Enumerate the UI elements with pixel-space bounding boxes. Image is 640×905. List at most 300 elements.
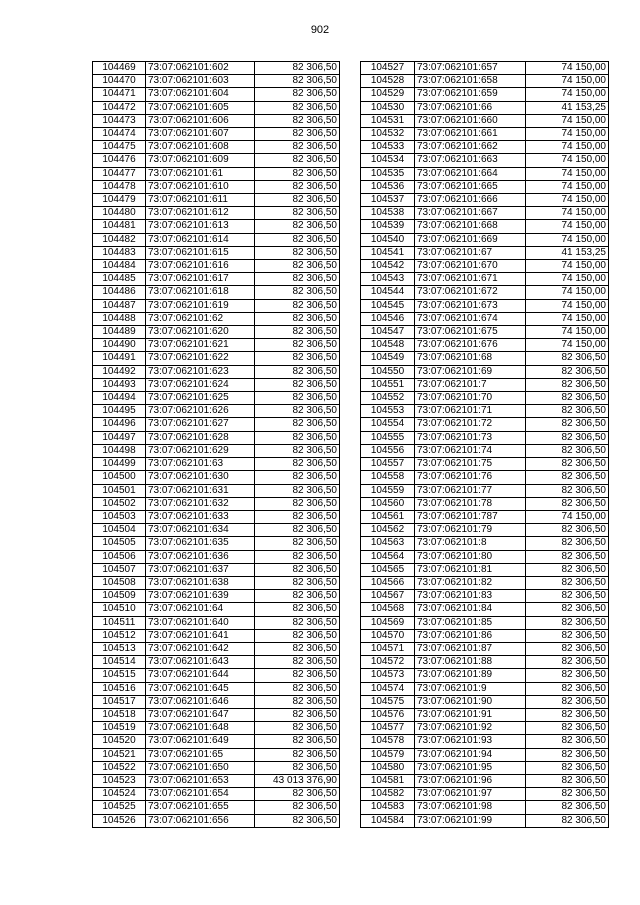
value-cell: 82 306,50	[255, 233, 340, 246]
cadastral-number-cell: 73:07:062101:787	[415, 510, 526, 523]
table-row	[93, 603, 340, 616]
value-cell: 82 306,50	[255, 722, 340, 735]
row-id-cell: 104531	[361, 114, 415, 127]
cadastral-number-cell: 73:07:062101:67	[415, 246, 526, 259]
row-id-cell: 104578	[361, 735, 415, 748]
cadastral-number-cell: 73:07:062101:627	[146, 418, 255, 431]
value-cell: 82 306,50	[255, 273, 340, 286]
table-row	[93, 141, 340, 154]
table-row	[93, 590, 340, 603]
table-row	[361, 735, 609, 748]
row-id-cell: 104583	[361, 801, 415, 814]
cadastral-number-cell: 73:07:062101:676	[415, 339, 526, 352]
cadastral-number-cell: 73:07:062101:81	[415, 563, 526, 576]
table-row	[361, 392, 609, 405]
table-row	[93, 629, 340, 642]
value-cell: 82 306,50	[255, 405, 340, 418]
value-cell: 82 306,50	[255, 735, 340, 748]
value-cell: 82 306,50	[255, 180, 340, 193]
table-row	[361, 642, 609, 655]
table-row	[361, 484, 609, 497]
cadastral-number-cell: 73:07:062101:86	[415, 629, 526, 642]
row-id-cell: 104482	[93, 233, 146, 246]
value-cell: 82 306,50	[255, 220, 340, 233]
value-cell: 82 306,50	[255, 246, 340, 259]
row-id-cell: 104486	[93, 286, 146, 299]
value-cell: 82 306,50	[255, 761, 340, 774]
row-id-cell: 104548	[361, 339, 415, 352]
table-row	[93, 246, 340, 259]
table-row	[93, 814, 340, 827]
cadastral-number-cell: 73:07:062101:617	[146, 273, 255, 286]
row-id-cell: 104534	[361, 154, 415, 167]
table-row	[361, 326, 609, 339]
row-id-cell: 104574	[361, 682, 415, 695]
value-cell: 82 306,50	[526, 458, 609, 471]
row-id-cell: 104475	[93, 141, 146, 154]
value-cell: 82 306,50	[526, 629, 609, 642]
row-id-cell: 104580	[361, 761, 415, 774]
row-id-cell: 104532	[361, 128, 415, 141]
cadastral-number-cell: 73:07:062101:602	[146, 62, 255, 75]
table-row	[361, 497, 609, 510]
cadastral-number-cell: 73:07:062101:89	[415, 669, 526, 682]
cadastral-number-cell: 73:07:062101:640	[146, 616, 255, 629]
row-id-cell: 104582	[361, 788, 415, 801]
table-row	[93, 128, 340, 141]
table-row	[361, 444, 609, 457]
table-row	[361, 273, 609, 286]
cadastral-number-cell: 73:07:062101:62	[146, 312, 255, 325]
cadastral-number-cell: 73:07:062101:647	[146, 708, 255, 721]
row-id-cell: 104521	[93, 748, 146, 761]
row-id-cell: 104469	[93, 62, 146, 75]
cadastral-number-cell: 73:07:062101:72	[415, 418, 526, 431]
cadastral-number-cell: 73:07:062101:631	[146, 484, 255, 497]
row-id-cell: 104542	[361, 260, 415, 273]
table-row	[93, 365, 340, 378]
value-cell: 82 306,50	[255, 682, 340, 695]
value-cell: 82 306,50	[255, 75, 340, 88]
row-id-cell: 104474	[93, 128, 146, 141]
table-row	[93, 471, 340, 484]
table-row	[93, 458, 340, 471]
table-row	[361, 114, 609, 127]
cadastral-number-cell: 73:07:062101:643	[146, 656, 255, 669]
row-id-cell: 104502	[93, 497, 146, 510]
cadastral-number-cell: 73:07:062101:65	[146, 748, 255, 761]
row-id-cell: 104568	[361, 603, 415, 616]
row-id-cell: 104501	[93, 484, 146, 497]
table-row	[361, 286, 609, 299]
cadastral-number-cell: 73:07:062101:645	[146, 682, 255, 695]
row-id-cell: 104543	[361, 273, 415, 286]
table-row	[93, 550, 340, 563]
row-id-cell: 104516	[93, 682, 146, 695]
table-row	[361, 233, 609, 246]
cadastral-number-cell: 73:07:062101:92	[415, 722, 526, 735]
row-id-cell: 104509	[93, 590, 146, 603]
row-id-cell: 104569	[361, 616, 415, 629]
row-id-cell: 104480	[93, 207, 146, 220]
table-row	[361, 629, 609, 642]
cadastral-number-cell: 73:07:062101:636	[146, 550, 255, 563]
value-cell: 74 150,00	[526, 220, 609, 233]
row-id-cell: 104511	[93, 616, 146, 629]
value-cell: 74 150,00	[526, 233, 609, 246]
row-id-cell: 104584	[361, 814, 415, 827]
row-id-cell: 104541	[361, 246, 415, 259]
cadastral-number-cell: 73:07:062101:657	[415, 62, 526, 75]
table-row	[93, 392, 340, 405]
cadastral-number-cell: 73:07:062101:78	[415, 497, 526, 510]
cadastral-number-cell: 73:07:062101:88	[415, 656, 526, 669]
cadastral-number-cell: 73:07:062101:604	[146, 88, 255, 101]
cadastral-number-cell: 73:07:062101:629	[146, 444, 255, 457]
value-cell: 82 306,50	[526, 748, 609, 761]
cadastral-number-cell: 73:07:062101:79	[415, 524, 526, 537]
row-id-cell: 104560	[361, 497, 415, 510]
table-row	[361, 669, 609, 682]
row-id-cell: 104562	[361, 524, 415, 537]
row-id-cell: 104553	[361, 405, 415, 418]
value-cell: 82 306,50	[255, 128, 340, 141]
table-row	[93, 62, 340, 75]
cadastral-number-cell: 73:07:062101:94	[415, 748, 526, 761]
table-row	[93, 642, 340, 655]
table-row	[93, 326, 340, 339]
table-row	[361, 365, 609, 378]
value-cell: 74 150,00	[526, 88, 609, 101]
value-cell: 82 306,50	[526, 471, 609, 484]
cadastral-number-cell: 73:07:062101:603	[146, 75, 255, 88]
cadastral-number-cell: 73:07:062101:633	[146, 510, 255, 523]
table-row	[361, 378, 609, 391]
cadastral-number-cell: 73:07:062101:628	[146, 431, 255, 444]
page-number: 902	[310, 24, 330, 36]
table-row	[93, 576, 340, 589]
cadastral-number-cell: 73:07:062101:664	[415, 167, 526, 180]
cadastral-number-cell: 73:07:062101:63	[146, 458, 255, 471]
table-row	[361, 207, 609, 220]
row-id-cell: 104500	[93, 471, 146, 484]
right-data-table	[360, 61, 609, 828]
cadastral-number-cell: 73:07:062101:609	[146, 154, 255, 167]
cadastral-number-cell: 73:07:062101:9	[415, 682, 526, 695]
value-cell: 74 150,00	[526, 207, 609, 220]
table-row	[93, 722, 340, 735]
cadastral-number-cell: 73:07:062101:653	[146, 774, 255, 787]
value-cell: 74 150,00	[526, 194, 609, 207]
row-id-cell: 104507	[93, 563, 146, 576]
table-row	[93, 312, 340, 325]
row-id-cell: 104573	[361, 669, 415, 682]
value-cell: 82 306,50	[255, 260, 340, 273]
row-id-cell: 104477	[93, 167, 146, 180]
table-row	[361, 616, 609, 629]
table-row	[361, 814, 609, 827]
table-row	[361, 167, 609, 180]
table-row	[361, 682, 609, 695]
row-id-cell: 104522	[93, 761, 146, 774]
cadastral-number-cell: 73:07:062101:613	[146, 220, 255, 233]
value-cell: 82 306,50	[255, 708, 340, 721]
table-row	[361, 656, 609, 669]
row-id-cell: 104512	[93, 629, 146, 642]
row-id-cell: 104558	[361, 471, 415, 484]
row-id-cell: 104544	[361, 286, 415, 299]
table-row	[93, 418, 340, 431]
table-row	[93, 339, 340, 352]
value-cell: 82 306,50	[255, 365, 340, 378]
left-data-table	[92, 61, 340, 828]
row-id-cell: 104495	[93, 405, 146, 418]
table-row	[93, 260, 340, 273]
table-row	[361, 299, 609, 312]
table-row	[93, 669, 340, 682]
table-row	[361, 62, 609, 75]
cadastral-number-cell: 73:07:062101:97	[415, 788, 526, 801]
cadastral-number-cell: 73:07:062101:654	[146, 788, 255, 801]
cadastral-number-cell: 73:07:062101:615	[146, 246, 255, 259]
row-id-cell: 104547	[361, 326, 415, 339]
cadastral-number-cell: 73:07:062101:84	[415, 603, 526, 616]
row-id-cell: 104498	[93, 444, 146, 457]
table-row	[361, 260, 609, 273]
table-row	[361, 246, 609, 259]
cadastral-number-cell: 73:07:062101:99	[415, 814, 526, 827]
table-row	[361, 339, 609, 352]
table-row	[93, 154, 340, 167]
value-cell: 82 306,50	[526, 405, 609, 418]
cadastral-number-cell: 73:07:062101:95	[415, 761, 526, 774]
cadastral-number-cell: 73:07:062101:85	[415, 616, 526, 629]
value-cell: 82 306,50	[255, 695, 340, 708]
table-row	[361, 550, 609, 563]
value-cell: 74 150,00	[526, 154, 609, 167]
value-cell: 82 306,50	[255, 656, 340, 669]
table-row	[93, 405, 340, 418]
row-id-cell: 104504	[93, 524, 146, 537]
table-row	[361, 524, 609, 537]
row-id-cell: 104559	[361, 484, 415, 497]
row-id-cell: 104478	[93, 180, 146, 193]
value-cell: 82 306,50	[255, 444, 340, 457]
table-row	[361, 471, 609, 484]
cadastral-number-cell: 73:07:062101:618	[146, 286, 255, 299]
value-cell: 82 306,50	[526, 537, 609, 550]
row-id-cell: 104505	[93, 537, 146, 550]
value-cell: 82 306,50	[255, 326, 340, 339]
table-row	[361, 88, 609, 101]
cadastral-number-cell: 73:07:062101:80	[415, 550, 526, 563]
table-row	[93, 233, 340, 246]
value-cell: 82 306,50	[255, 484, 340, 497]
table-row	[93, 682, 340, 695]
cadastral-number-cell: 73:07:062101:90	[415, 695, 526, 708]
row-id-cell: 104497	[93, 431, 146, 444]
cadastral-number-cell: 73:07:062101:661	[415, 128, 526, 141]
cadastral-number-cell: 73:07:062101:666	[415, 194, 526, 207]
row-id-cell: 104496	[93, 418, 146, 431]
row-id-cell: 104581	[361, 774, 415, 787]
row-id-cell: 104566	[361, 576, 415, 589]
value-cell: 82 306,50	[255, 299, 340, 312]
cadastral-number-cell: 73:07:062101:668	[415, 220, 526, 233]
table-row	[93, 524, 340, 537]
row-id-cell: 104510	[93, 603, 146, 616]
cadastral-number-cell: 73:07:062101:619	[146, 299, 255, 312]
row-id-cell: 104555	[361, 431, 415, 444]
cadastral-number-cell: 73:07:062101:672	[415, 286, 526, 299]
cadastral-number-cell: 73:07:062101:644	[146, 669, 255, 682]
row-id-cell: 104523	[93, 774, 146, 787]
cadastral-number-cell: 73:07:062101:638	[146, 576, 255, 589]
cadastral-number-cell: 73:07:062101:70	[415, 392, 526, 405]
value-cell: 82 306,50	[255, 788, 340, 801]
row-id-cell: 104546	[361, 312, 415, 325]
value-cell: 74 150,00	[526, 286, 609, 299]
value-cell: 82 306,50	[255, 801, 340, 814]
value-cell: 82 306,50	[255, 431, 340, 444]
value-cell: 82 306,50	[255, 167, 340, 180]
table-row	[361, 180, 609, 193]
cadastral-number-cell: 73:07:062101:612	[146, 207, 255, 220]
value-cell: 82 306,50	[526, 563, 609, 576]
value-cell: 82 306,50	[255, 392, 340, 405]
value-cell: 82 306,50	[526, 576, 609, 589]
row-id-cell: 104572	[361, 656, 415, 669]
value-cell: 41 153,25	[526, 246, 609, 259]
row-id-cell: 104492	[93, 365, 146, 378]
row-id-cell: 104576	[361, 708, 415, 721]
value-cell: 82 306,50	[255, 114, 340, 127]
value-cell: 82 306,50	[526, 378, 609, 391]
value-cell: 82 306,50	[255, 207, 340, 220]
row-id-cell: 104527	[361, 62, 415, 75]
cadastral-number-cell: 73:07:062101:658	[415, 75, 526, 88]
table-row	[361, 590, 609, 603]
cadastral-number-cell: 73:07:062101:623	[146, 365, 255, 378]
table-row	[361, 75, 609, 88]
table-row	[361, 708, 609, 721]
value-cell: 82 306,50	[255, 62, 340, 75]
table-row	[361, 788, 609, 801]
row-id-cell: 104554	[361, 418, 415, 431]
value-cell: 82 306,50	[526, 801, 609, 814]
cadastral-number-cell: 73:07:062101:675	[415, 326, 526, 339]
value-cell: 82 306,50	[526, 788, 609, 801]
cadastral-number-cell: 73:07:062101:646	[146, 695, 255, 708]
value-cell: 82 306,50	[526, 352, 609, 365]
value-cell: 74 150,00	[526, 312, 609, 325]
value-cell: 82 306,50	[526, 365, 609, 378]
table-row	[93, 352, 340, 365]
table-row	[361, 128, 609, 141]
cadastral-number-cell: 73:07:062101:624	[146, 378, 255, 391]
value-cell: 74 150,00	[526, 326, 609, 339]
row-id-cell: 104471	[93, 88, 146, 101]
value-cell: 82 306,50	[255, 576, 340, 589]
row-id-cell: 104571	[361, 642, 415, 655]
row-id-cell: 104483	[93, 246, 146, 259]
cadastral-number-cell: 73:07:062101:669	[415, 233, 526, 246]
row-id-cell: 104508	[93, 576, 146, 589]
cadastral-number-cell: 73:07:062101:641	[146, 629, 255, 642]
value-cell: 82 306,50	[255, 537, 340, 550]
table-row	[361, 748, 609, 761]
cadastral-number-cell: 73:07:062101:648	[146, 722, 255, 735]
table-row	[361, 774, 609, 787]
row-id-cell: 104518	[93, 708, 146, 721]
value-cell: 82 306,50	[255, 141, 340, 154]
table-row	[361, 603, 609, 616]
value-cell: 82 306,50	[255, 88, 340, 101]
table-row	[93, 735, 340, 748]
cadastral-number-cell: 73:07:062101:75	[415, 458, 526, 471]
table-row	[93, 431, 340, 444]
table-row	[93, 537, 340, 550]
row-id-cell: 104473	[93, 114, 146, 127]
row-id-cell: 104567	[361, 590, 415, 603]
row-id-cell: 104525	[93, 801, 146, 814]
row-id-cell: 104535	[361, 167, 415, 180]
table-row	[361, 154, 609, 167]
cadastral-number-cell: 73:07:062101:662	[415, 141, 526, 154]
row-id-cell: 104513	[93, 642, 146, 655]
row-id-cell: 104545	[361, 299, 415, 312]
table-row	[93, 220, 340, 233]
value-cell: 82 306,50	[526, 814, 609, 827]
cadastral-number-cell: 73:07:062101:82	[415, 576, 526, 589]
value-cell: 82 306,50	[255, 194, 340, 207]
cadastral-number-cell: 73:07:062101:637	[146, 563, 255, 576]
row-id-cell: 104540	[361, 233, 415, 246]
row-id-cell: 104556	[361, 444, 415, 457]
table-row	[93, 774, 340, 787]
value-cell: 82 306,50	[526, 616, 609, 629]
table-row	[93, 286, 340, 299]
row-id-cell: 104484	[93, 260, 146, 273]
cadastral-number-cell: 73:07:062101:8	[415, 537, 526, 550]
row-id-cell: 104485	[93, 273, 146, 286]
cadastral-number-cell: 73:07:062101:91	[415, 708, 526, 721]
table-row	[93, 207, 340, 220]
table-row	[361, 761, 609, 774]
value-cell: 82 306,50	[255, 154, 340, 167]
value-cell: 74 150,00	[526, 260, 609, 273]
row-id-cell: 104579	[361, 748, 415, 761]
table-row	[361, 431, 609, 444]
cadastral-number-cell: 73:07:062101:621	[146, 339, 255, 352]
table-row	[93, 194, 340, 207]
cadastral-number-cell: 73:07:062101:673	[415, 299, 526, 312]
table-row	[93, 695, 340, 708]
table-row	[361, 220, 609, 233]
cadastral-number-cell: 73:07:062101:610	[146, 180, 255, 193]
cadastral-number-cell: 73:07:062101:656	[146, 814, 255, 827]
table-row	[361, 458, 609, 471]
table-row	[361, 101, 609, 114]
cadastral-number-cell: 73:07:062101:74	[415, 444, 526, 457]
cadastral-number-cell: 73:07:062101:671	[415, 273, 526, 286]
value-cell: 82 306,50	[255, 352, 340, 365]
value-cell: 82 306,50	[526, 708, 609, 721]
value-cell: 74 150,00	[526, 128, 609, 141]
cadastral-number-cell: 73:07:062101:650	[146, 761, 255, 774]
cadastral-number-cell: 73:07:062101:625	[146, 392, 255, 405]
table-row	[93, 75, 340, 88]
